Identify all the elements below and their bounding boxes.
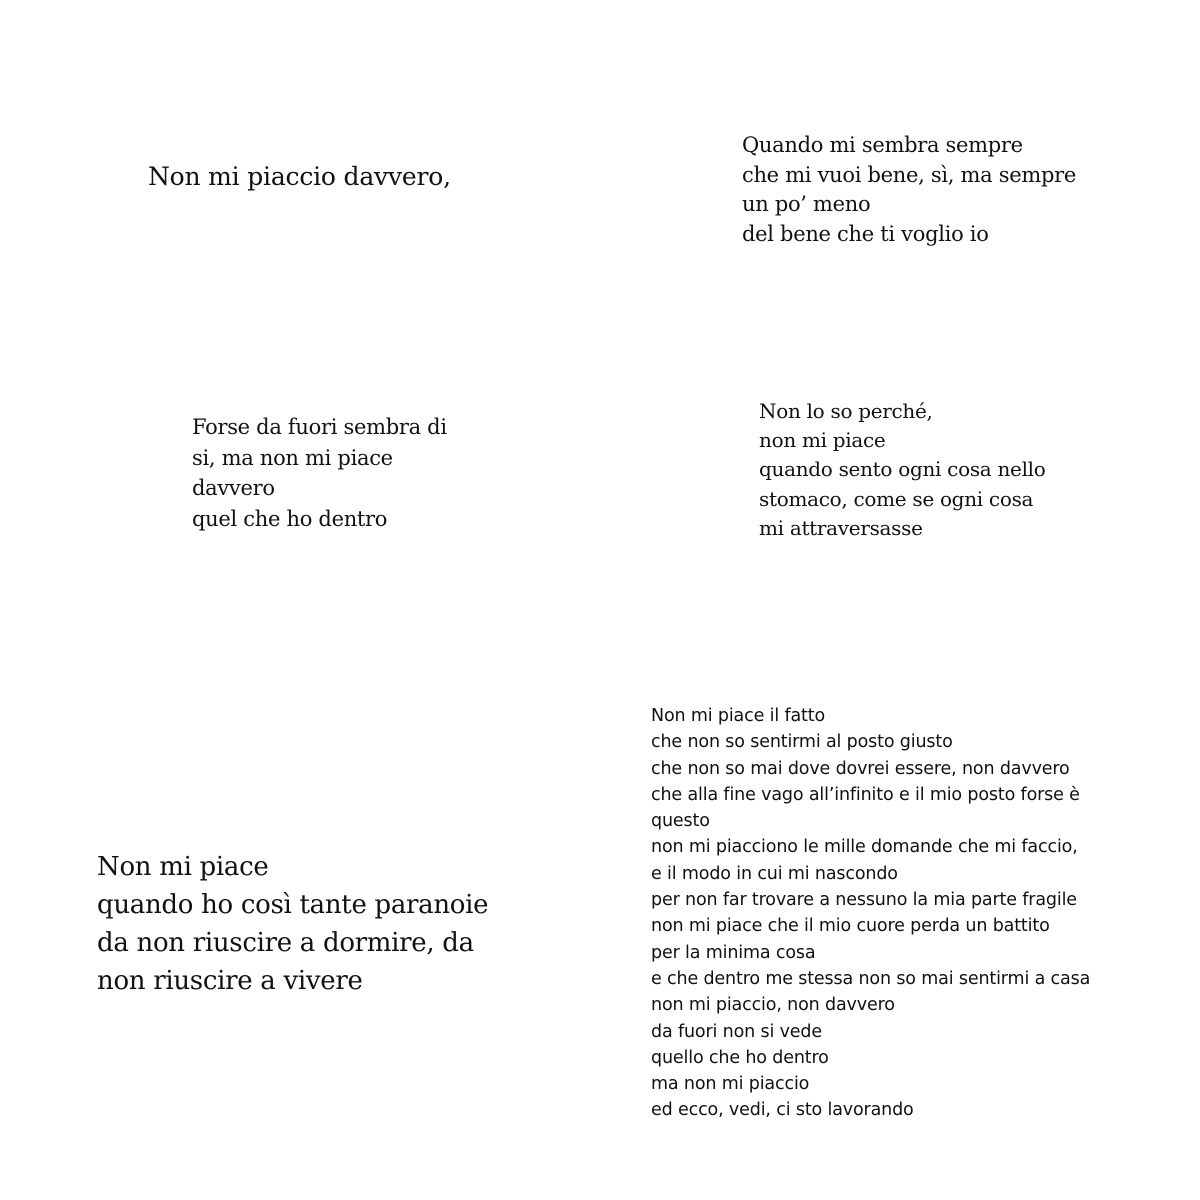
poem-line: che non so sentirmi al posto giusto xyxy=(651,732,953,753)
poem-line: Non mi piaccio davvero, xyxy=(148,162,451,191)
poem-line: Non lo so perché, xyxy=(759,399,933,423)
poem-line: quando ho così tante paranoie xyxy=(97,890,489,920)
poem-line: si, ma non mi piace xyxy=(192,445,393,470)
poem-block-3 xyxy=(192,412,447,534)
poem-line: mi attraversasse xyxy=(759,515,923,540)
poem-line: che mi vuoi bene, sì, ma sempre xyxy=(742,162,1076,187)
poem-block-2 xyxy=(742,131,1076,249)
poem-line: non mi piace xyxy=(759,428,886,453)
poem-line: ed ecco, vedi, ci sto lavorando xyxy=(651,1100,914,1121)
poem-line: non mi piace che il mio cuore perda un battito xyxy=(651,916,1050,937)
poem-line: quel che ho dentro xyxy=(192,506,388,531)
poem-line: e il modo in cui mi nascondo xyxy=(651,863,898,884)
poem-line: un po’ meno xyxy=(742,192,871,216)
poem-block-5 xyxy=(97,848,488,1000)
poem-line: non mi piaccio, non davvero xyxy=(651,995,895,1016)
poem-line: Forse da fuori sembra di xyxy=(192,415,447,439)
poem-line: per la minima cosa xyxy=(651,942,816,963)
poem-line: Non mi piace xyxy=(97,852,269,882)
poem-line: questo xyxy=(651,811,710,832)
poem-line: non mi piacciono le mille domande che mi faccio, xyxy=(651,837,1078,858)
poem-line: da fuori non si vede xyxy=(651,1021,822,1042)
poem-line: che alla fine vago all’infinito e il mio posto forse è xyxy=(651,784,1080,805)
poem-block-6 xyxy=(651,703,1090,1124)
poem-line: da non riuscire a dormire, da xyxy=(97,928,474,958)
poem-line: davvero xyxy=(192,476,275,500)
poem-line: Quando mi sembra sempre xyxy=(742,133,1023,157)
poem-line: Non mi piace il fatto xyxy=(651,706,826,726)
poem-line: stomaco, come se ogni cosa xyxy=(759,486,1034,511)
poem-block-4 xyxy=(759,397,1046,543)
poem-line: non riuscire a vivere xyxy=(97,966,363,996)
poem-line: ma non mi piaccio xyxy=(651,1074,810,1095)
poem-line: quello che ho dentro xyxy=(651,1047,829,1068)
poem-line: del bene che ti voglio io xyxy=(742,221,989,246)
poem-line: per non far trovare a nessuno la mia parte fragile xyxy=(651,890,1077,911)
poem-line: e che dentro me stessa non so mai sentirmi a casa xyxy=(651,968,1091,989)
poem-line: quando sento ogni cosa nello xyxy=(759,457,1046,482)
poem-block-1 xyxy=(148,162,451,192)
poem-line: che non so mai dove dovrei essere, non davvero xyxy=(651,758,1070,779)
